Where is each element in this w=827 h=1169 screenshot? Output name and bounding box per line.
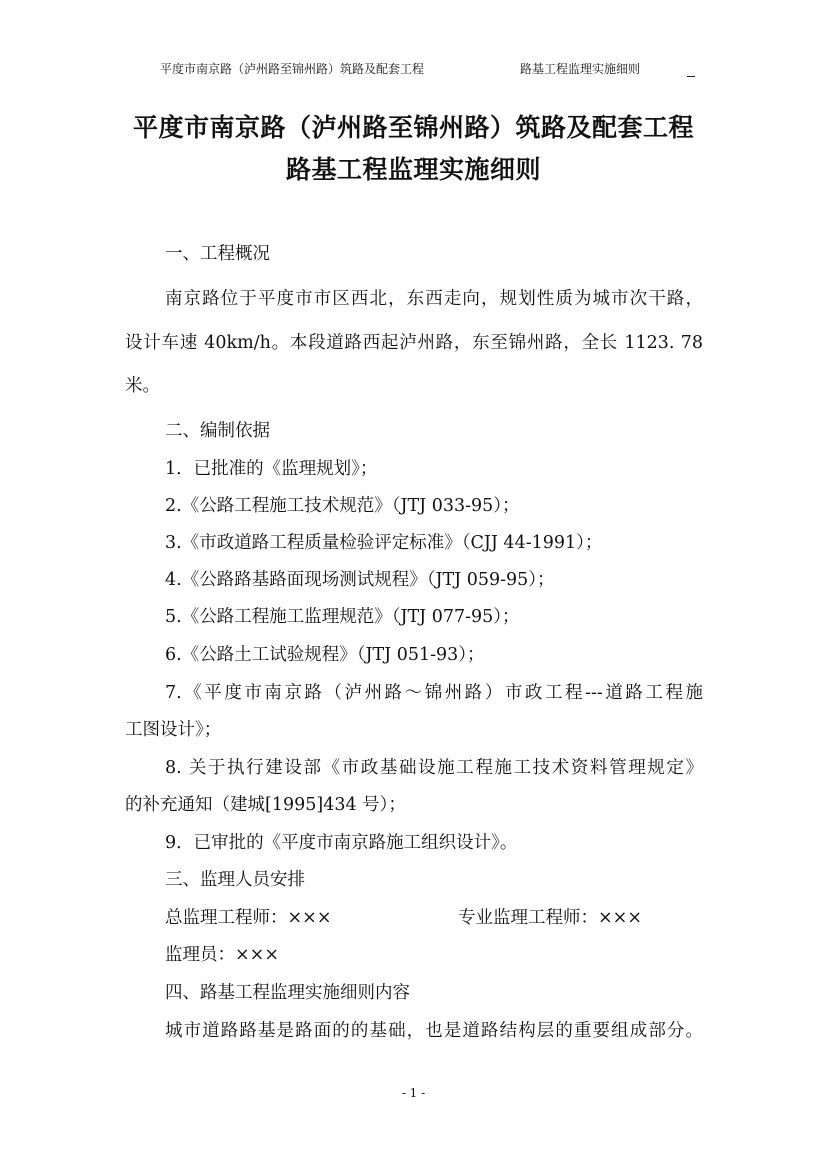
section-4-paragraph: 城市道路路基是路面的的基础，也是道路结构层的重要组成部分。 — [165, 1021, 703, 1041]
basis-item-2: 2.《公路工程施工技术规范》（JTJ 033-95）； — [165, 496, 520, 516]
basis-item-4: 4.《公路路基路面现场测试规程》（JTJ 059-95）； — [165, 570, 555, 590]
basis-item-8-line-2: 的补充通知（建城[1995]434 号）； — [125, 795, 406, 815]
specialist-engineer: 专业监理工程师：××× — [458, 908, 642, 928]
chief-engineer: 总监理工程师：××× — [165, 908, 332, 928]
basis-item-1: 1．已批准的《监理规划》； — [165, 459, 378, 479]
section-1-paragraph-line-2: 设计车速 40km/h。本段道路西起泸州路，东至锦州路，全长 1123. 78 — [125, 333, 703, 353]
basis-item-8-line-1: 8. 关于执行建设部《市政基础设施工程施工技术资料管理规定》 — [165, 758, 703, 778]
page-header — [0, 0, 827, 90]
section-1-paragraph-line-1: 南京路位于平度市市区西北，东西走向，规划性质为城市次干路， — [165, 289, 703, 309]
section-2-heading: 二、编制依据 — [165, 421, 270, 441]
document-title-line-1: 平度市南京路（泸州路至锦州路）筑路及配套工程 — [132, 113, 694, 142]
basis-item-5: 5.《公路工程施工监理规范》（JTJ 077-95）； — [165, 607, 520, 627]
section-1-heading: 一、工程概况 — [165, 244, 270, 264]
supervisor: 监理员：××× — [165, 945, 279, 965]
header-doc-name: 路基工程监理实施细则 — [520, 62, 641, 76]
section-1-paragraph-line-3: 米。 — [125, 376, 160, 396]
header-mark — [687, 76, 695, 77]
basis-item-7-line-1: 7.《平度市南京路（泸州路～锦州路）市政工程---道路工程施 — [165, 683, 703, 703]
section-4-heading: 四、路基工程监理实施细则内容 — [165, 983, 410, 1003]
document-title-line-2: 路基工程监理实施细则 — [285, 155, 541, 184]
page-number: - 1 - — [401, 1086, 426, 1100]
header-project-name: 平度市南京路（泸州路至锦州路）筑路及配套工程 — [160, 62, 425, 76]
basis-item-3: 3.《市政道路工程质量检验评定标准》（CJJ 44-1991）； — [165, 533, 603, 553]
basis-item-9: 9．已审批的《平度市南京路施工组织设计》。 — [165, 833, 518, 853]
section-3-heading: 三、监理人员安排 — [165, 870, 305, 890]
basis-item-7-line-2: 工图设计》； — [125, 720, 222, 740]
basis-item-6: 6.《公路土工试验规程》（JTJ 051-93）； — [165, 645, 485, 665]
